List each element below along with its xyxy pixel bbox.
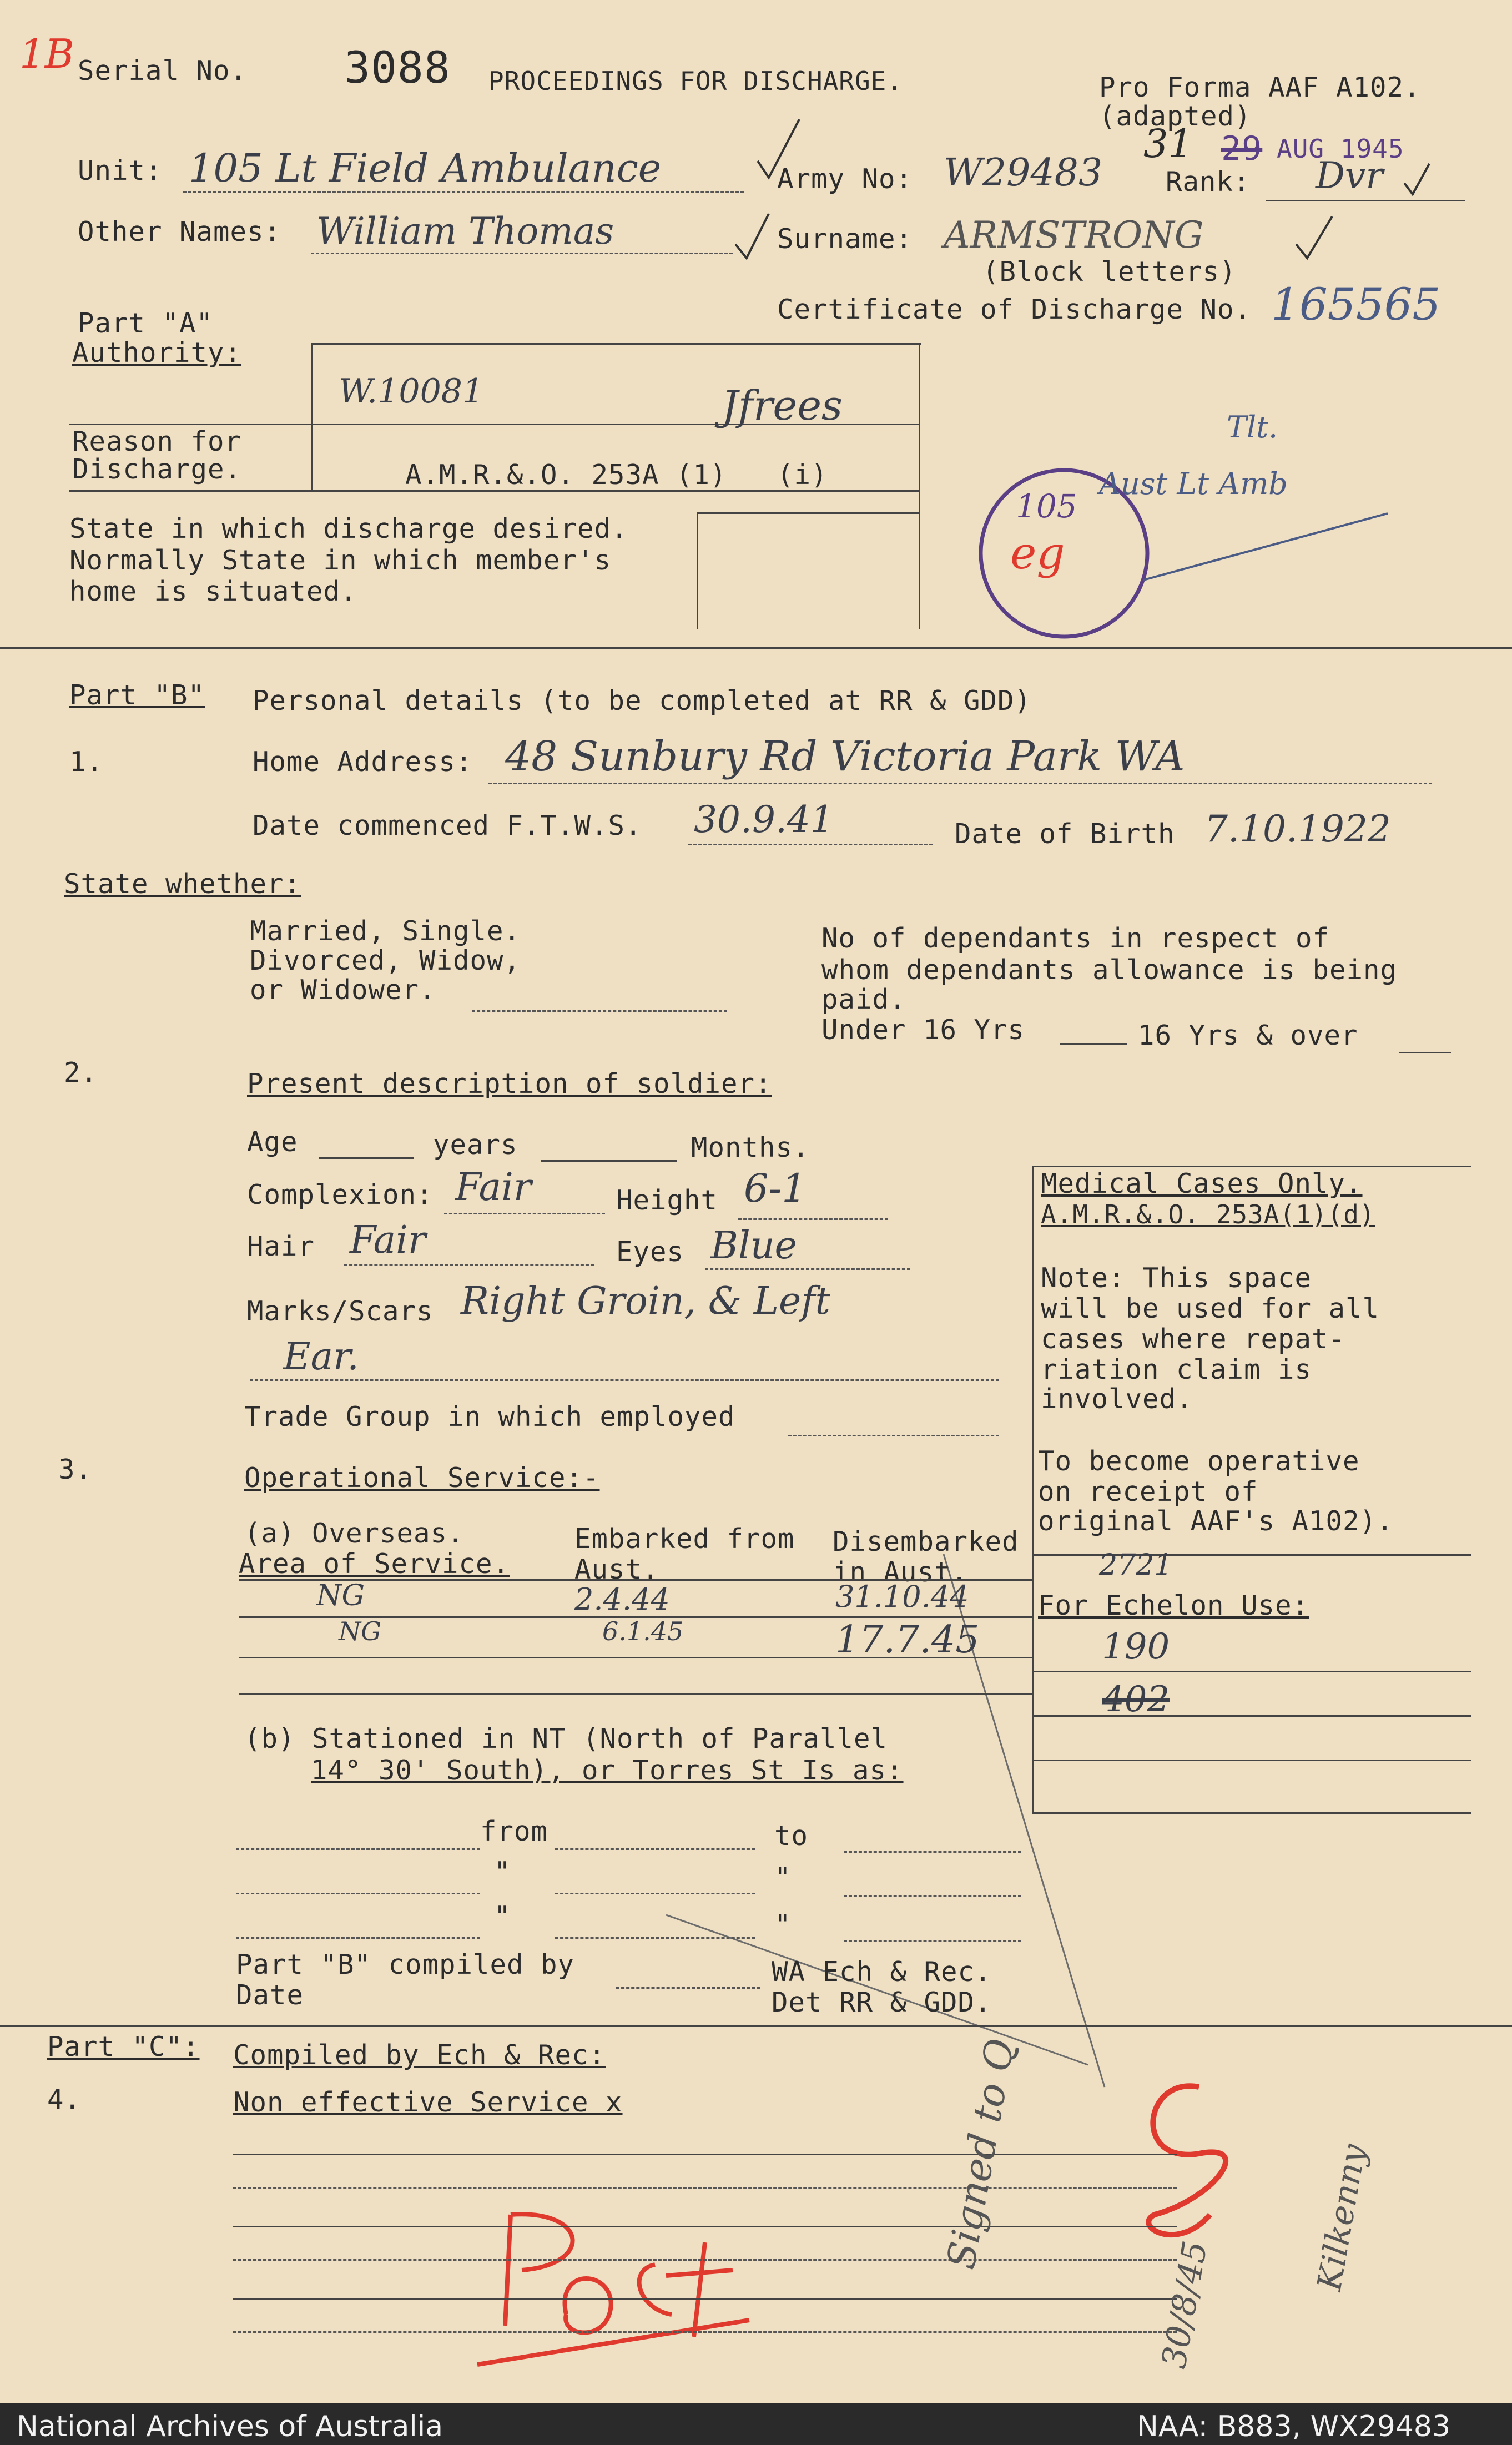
marks-value-2: Ear. <box>283 1335 359 1379</box>
medical-ref: A.M.R.&.O. 253A(1)(d) <box>1041 1199 1375 1229</box>
compiled-by-2: Date <box>236 1979 304 2011</box>
part-c-line-1 <box>233 2154 1177 2155</box>
pencil-note-3: 30/8/45 <box>1155 2238 1216 2372</box>
height-underline <box>738 1218 888 1220</box>
army-no-label: Army No: <box>777 163 913 195</box>
form-title: PROCEEDINGS FOR DISCHARGE. <box>488 66 903 96</box>
annotation-tlt: Tlt. <box>1227 410 1278 445</box>
compiled-unit-1: WA Ech & Rec. <box>772 1956 992 1988</box>
rank-value: Dvr <box>1316 154 1383 197</box>
red-post-mark <box>477 2214 749 2365</box>
stamp-circle-text: 105 <box>1016 487 1077 525</box>
area-label: Area of Service. <box>239 1548 510 1580</box>
part-a-state-box-top <box>697 512 919 514</box>
service-embarked-2: 6.1.45 <box>602 1616 684 1646</box>
dependants-1: No of dependants in respect of <box>821 922 1330 954</box>
stationed-2: 14° 30' South), or Torres St Is as: <box>311 1755 904 1786</box>
to-line-2 <box>844 1895 1021 1897</box>
medical-operative-1: To become operative <box>1038 1445 1360 1477</box>
footer-left: National Archives of Australia <box>17 2410 443 2443</box>
trade-group-underline <box>788 1435 999 1436</box>
marital-2: Divorced, Widow, <box>250 945 521 976</box>
part-a-box-left <box>311 343 313 490</box>
margin-ref: 1B <box>19 31 74 77</box>
overseas-label: (a) Overseas. <box>244 1518 465 1549</box>
part-c-heading: Part "C": <box>47 2031 200 2063</box>
medical-title: Medical Cases Only. <box>1041 1168 1363 1199</box>
pro-forma: Pro Forma AAF A102. <box>1099 72 1421 103</box>
complexion-label: Complexion: <box>247 1179 434 1211</box>
unit-label: Unit: <box>78 155 163 186</box>
embarked-label-1: Embarked from <box>574 1523 795 1555</box>
reason-struck: (i) <box>777 459 828 491</box>
from-line-2a <box>236 1893 480 1894</box>
hair-value: Fair <box>350 1218 426 1262</box>
part-c-line-5 <box>233 2298 1177 2300</box>
medical-operative-2: on receipt of <box>1038 1476 1258 1508</box>
service-area-2: NG <box>339 1616 381 1646</box>
reason-label-1: Reason for <box>72 426 242 457</box>
army-no-value: W29483 <box>944 151 1103 195</box>
to-line-3 <box>844 1940 1021 1942</box>
state-line-1: State in which discharge desired. <box>69 513 628 545</box>
eyes-label: Eyes <box>616 1236 684 1268</box>
serial-label: Serial No. <box>78 55 248 87</box>
height-label: Height <box>616 1184 718 1216</box>
compiled-by-1: Part "B" compiled by <box>236 1949 575 1980</box>
medical-note-3: cases where repat- <box>1041 1323 1346 1355</box>
medical-note-1: Note: This space <box>1041 1262 1312 1294</box>
tick-rank <box>1404 164 1429 194</box>
hair-label: Hair <box>247 1231 315 1262</box>
echelon-value-1: 190 <box>1102 1626 1170 1667</box>
trade-group: Trade Group in which employed <box>244 1401 735 1433</box>
from-label: from <box>480 1816 548 1847</box>
tick-surname <box>1296 216 1332 258</box>
complexion-value: Fair <box>455 1166 532 1209</box>
tick-names <box>735 214 769 258</box>
from-line-1a <box>236 1848 480 1850</box>
state-whether: State whether: <box>64 868 301 900</box>
compiled-unit-2: Det RR & GDD. <box>772 1987 992 2018</box>
service-area-1: NG <box>316 1579 365 1612</box>
stamp-month-year: AUG 1945 <box>1277 134 1404 164</box>
hair-underline <box>344 1264 594 1266</box>
part-b-heading: Part "B" <box>69 679 205 711</box>
compiled-signature-line <box>616 1987 760 1989</box>
block-letters-note: (Block letters) <box>982 256 1237 288</box>
medical-box-bottom <box>1032 1812 1471 1814</box>
reason-value: A.M.R.&.O. 253A (1) <box>405 459 727 491</box>
part-c-line-4 <box>233 2259 1177 2261</box>
echelon-label: For Echelon Use: <box>1038 1590 1309 1621</box>
part-b-subtitle: Personal details (to be completed at RR & GDD) <box>253 685 1032 717</box>
eyes-underline <box>705 1268 910 1270</box>
item-1: 1. <box>69 746 104 778</box>
annotation-line <box>1143 513 1388 580</box>
ftws-label: Date commenced F.T.W.S. <box>253 810 642 841</box>
medical-operative-3: original AAF's A102). <box>1038 1505 1394 1537</box>
under-16-label: Under 16 Yrs <box>821 1014 1025 1046</box>
pro-forma-adapted: (adapted) <box>1099 100 1252 132</box>
service-embarked-1: 2.4.44 <box>574 1582 670 1617</box>
from-line-3b <box>555 1937 755 1939</box>
reason-label-2: Discharge. <box>72 453 242 485</box>
medical-note-4: riation claim is <box>1041 1354 1312 1385</box>
operational-service: Operational Service:- <box>244 1462 600 1494</box>
marital-3: or Widower. <box>250 974 436 1006</box>
pencil-note-1: Signed to Q <box>938 2035 1024 2273</box>
echelon-line-3 <box>1032 1760 1471 1761</box>
other-names-label: Other Names: <box>78 216 281 248</box>
part-a-state-box-left <box>697 512 698 629</box>
present-description: Present description of soldier: <box>247 1068 772 1100</box>
dob-label: Date of Birth <box>955 818 1175 850</box>
footer-right: NAA: B883, WX29483 <box>1137 2410 1451 2443</box>
part-c-compiled: Compiled by Ech & Rec: <box>233 2039 606 2071</box>
ditto-from-2: " <box>494 1900 511 1932</box>
echelon-top-line <box>1032 1554 1471 1556</box>
part-c-line-2 <box>233 2187 1177 2189</box>
months-label: Months. <box>691 1132 810 1163</box>
dob-value: 7.10.1922 <box>1204 808 1391 850</box>
medical-box-top <box>1032 1166 1471 1167</box>
cert-label: Certificate of Discharge No. <box>777 294 1252 325</box>
annotation-unit: Aust Lt Amb <box>1099 466 1288 501</box>
authority-initials: Jfrees <box>722 382 843 430</box>
state-line-3: home is situated. <box>69 576 357 607</box>
complexion-underline <box>444 1213 605 1214</box>
embarked-label-2: Aust. <box>574 1554 659 1585</box>
stationed-1: (b) Stationed in NT (North of Parallel <box>244 1723 888 1755</box>
service-row-line-4 <box>239 1693 1032 1695</box>
cert-value: 165565 <box>1271 279 1441 330</box>
authority-label: Authority: <box>72 337 242 369</box>
marks-value-1: Right Groin, & Left <box>461 1279 830 1323</box>
surname-value: ARMSTRONG <box>944 214 1204 256</box>
years-label: years <box>433 1129 518 1161</box>
part-b-c-separator <box>0 2025 1512 2027</box>
under-16-line <box>1060 1043 1127 1045</box>
echelon-value-2: 402 <box>1102 1679 1170 1720</box>
authority-value: W.10081 <box>339 372 484 411</box>
service-disembarked-1: 31.10.44 <box>835 1579 969 1614</box>
to-label: to <box>774 1820 809 1852</box>
medical-note-5: involved. <box>1041 1383 1193 1415</box>
medical-note-2: will be used for all <box>1041 1293 1380 1324</box>
eyes-value: Blue <box>710 1224 797 1268</box>
disembarked-label-2: in Aust. <box>833 1556 969 1588</box>
over-16-line <box>1399 1052 1451 1053</box>
other-names-value: William Thomas <box>316 210 614 253</box>
serial-number: 3088 <box>344 43 451 93</box>
part-c-line-3 <box>233 2226 1177 2227</box>
service-row-line-3 <box>239 1657 1032 1658</box>
item-4: 4. <box>47 2084 82 2115</box>
over-16-label: 16 Yrs & over <box>1138 1020 1358 1051</box>
home-address-underline <box>488 783 1432 784</box>
unit-value: 105 Lt Field Ambulance <box>189 145 662 191</box>
marital-1: Married, Single. <box>250 915 521 947</box>
surname-label: Surname: <box>777 223 913 255</box>
part-a-heading: Part "A" <box>78 307 214 339</box>
ditto-to-1: " <box>774 1862 792 1893</box>
other-names-underline <box>311 253 733 254</box>
echelon-line-2 <box>1032 1715 1471 1717</box>
dependants-3: paid. <box>821 984 906 1015</box>
rank-underline <box>1266 200 1465 201</box>
service-disembarked-2: 17.7.45 <box>835 1618 980 1662</box>
from-line-2b <box>555 1893 755 1894</box>
unit-underline <box>183 191 744 193</box>
pencil-note-2: Kilkenny <box>1310 2141 1374 2294</box>
marks-underline <box>250 1379 999 1381</box>
years-line <box>541 1160 677 1162</box>
stamp-day: 31 <box>1143 121 1193 167</box>
ditto-to-2: " <box>774 1909 792 1940</box>
height-value: 6-1 <box>744 1166 807 1211</box>
item-3: 3. <box>58 1454 93 1485</box>
echelon-number: 2721 <box>1099 1549 1173 1582</box>
from-line-1b <box>555 1848 755 1850</box>
state-line-2: Normally State in which member's <box>69 545 612 576</box>
part-c-line-6 <box>233 2331 1177 2333</box>
ftws-value: 30.9.41 <box>694 798 834 841</box>
home-address-value: 48 Sunbury Rd Victoria Park WA <box>505 733 1185 780</box>
marital-underline <box>472 1010 727 1012</box>
echelon-line-1 <box>1032 1671 1471 1672</box>
home-address-label: Home Address: <box>253 746 473 778</box>
part-a-b-separator <box>0 647 1512 649</box>
from-line-3a <box>236 1937 480 1939</box>
red-scribble <box>1148 2086 1226 2235</box>
part-a-box-top <box>311 343 921 345</box>
part-a-box-right <box>919 343 920 629</box>
archive-footer <box>0 2403 1512 2445</box>
item-2: 2. <box>64 1057 98 1088</box>
stamp-struck-day: 29 <box>1221 129 1263 168</box>
ditto-from-1: " <box>494 1856 511 1888</box>
dependants-2: whom dependants allowance is being <box>821 954 1398 986</box>
age-label: Age <box>247 1126 298 1158</box>
disembarked-label-1: Disembarked <box>833 1526 1019 1557</box>
non-effective-service: Non effective Service x <box>233 2086 623 2118</box>
stamp-circle-initials: eg <box>1010 527 1065 579</box>
marks-label: Marks/Scars <box>247 1295 434 1327</box>
age-line <box>319 1157 414 1159</box>
rank-label: Rank: <box>1166 166 1251 198</box>
ftws-underline <box>688 844 933 845</box>
to-line-1 <box>844 1851 1021 1853</box>
